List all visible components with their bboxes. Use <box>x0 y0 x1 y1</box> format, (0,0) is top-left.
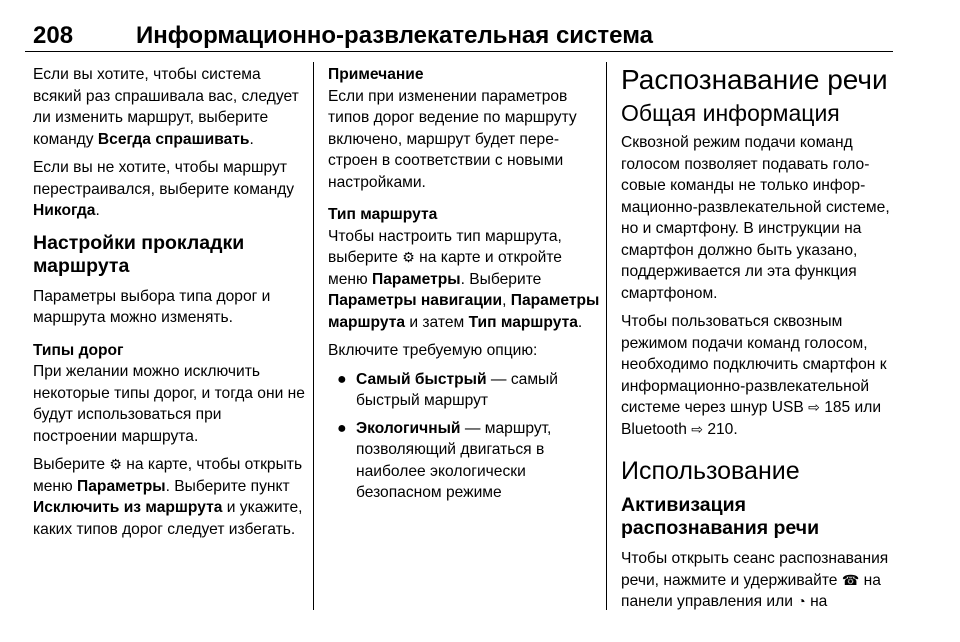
menu-option: Всегда спрашивать <box>97 130 250 148</box>
paragraph: При желании можно исключить некоторые типы дорог, и тогда они не будут использоваться при построении маршрута. <box>33 363 305 445</box>
bullet-icon: ● <box>337 419 347 437</box>
page-header <box>25 22 893 52</box>
paragraph: Чтобы настроить тип маршрута, выберите ⚙ на карте и откройте меню Параметры. Выберите Параметры навигации, Параметры маршрута и затем Тип маршрута. <box>328 227 600 331</box>
column-left <box>33 64 305 547</box>
phone-icon: ☎ <box>841 571 860 588</box>
paragraph: Включите требуемую опцию: <box>328 342 538 359</box>
page-number: 208 <box>33 22 74 49</box>
list-item: ● Самый быстрый — самый быстрый маршрут <box>337 370 558 409</box>
column-divider <box>606 62 607 610</box>
arrow-ref-icon: ⇨ <box>691 420 703 437</box>
voice-icon: ◔ <box>797 593 806 609</box>
gear-icon: ⚙ <box>109 456 122 472</box>
column-divider <box>313 62 314 610</box>
column-right <box>621 64 891 620</box>
paragraph: Выберите ⚙ на карте, чтобы открыть меню Параметры. Выберите пункт Исключить из маршрута и укажите, каких типов дорог следует избегать. <box>33 456 303 538</box>
paragraph: Если вы хотите, чтобы система всякий раз спрашивала вас, следует ли изменить маршрут, выберите команду Всегда спрашивать. <box>33 66 299 148</box>
subsection-heading: Тип маршрута <box>328 206 438 223</box>
column-middle <box>328 64 602 510</box>
paragraph: Параметры выбора типа дорог и маршрута можно изменять. <box>33 287 271 326</box>
arrow-ref-icon: ⇨ <box>808 399 820 415</box>
option-list <box>328 369 602 504</box>
note-text: Если при изменении параметров типов дорог ведение по маршруту включено, маршрут будет перестроен в соответствии с новыми настройками. <box>328 87 577 191</box>
paragraph: Чтобы открыть сеанс распознавания речи, нажмите и удерживайте ☎ на панели управления или ◔ на <box>621 548 891 613</box>
bullet-icon: ● <box>337 370 347 388</box>
paragraph: Если вы не хотите, чтобы маршрут перестраивался, выберите команду Никогда. <box>33 159 295 219</box>
menu-option: Никогда <box>33 202 96 219</box>
section-heading: Общая информация <box>621 100 840 126</box>
section-title: Распознавание речи <box>621 64 888 95</box>
paragraph: Сквозной режим подачи команд голосом позволяет подавать голосовые команды не только информационно-развлекательной системе, но и смартфону. В инструкции на смартфон должно быть указано, поддерживается ли эта функция смартфоном. <box>621 134 890 302</box>
gear-icon: ⚙ <box>402 249 415 265</box>
chapter-title: Информационно-развлекательная система <box>136 22 653 49</box>
subsection-heading: Типы дорог <box>33 341 124 359</box>
paragraph: Чтобы пользоваться сквозным режимом подачи команд голосом, необходимо подключить смартфон к информационно-развлекательной системе через шнур USB ⇨ 185 или Bluetooth ⇨ 210. <box>621 311 891 440</box>
section-heading: Настройки прокладки маршрута <box>33 231 245 277</box>
section-heading: Использование <box>621 457 800 485</box>
note-title: Примечание <box>328 66 424 83</box>
list-item: ● Экологичный — маршрут, позволяющий двигаться в наиболее экологически безопасном режиме <box>337 419 552 501</box>
subsection-heading: Активизация распознавания речи <box>621 494 820 539</box>
